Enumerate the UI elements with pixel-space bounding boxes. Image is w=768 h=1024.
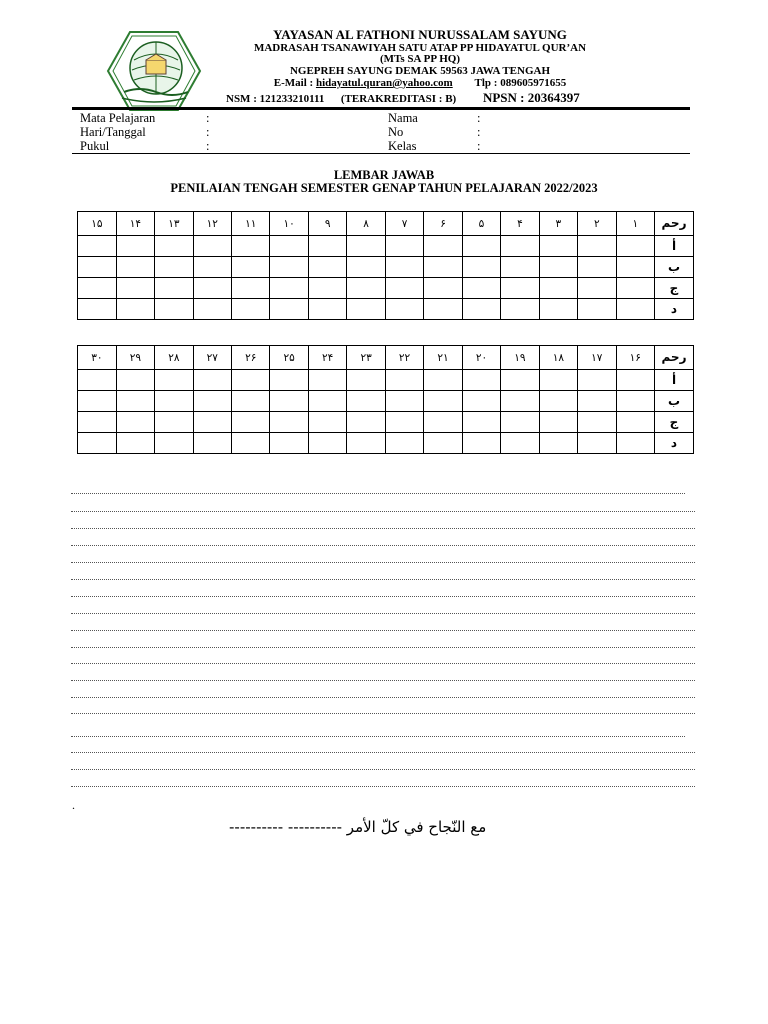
answer-cell[interactable]: [501, 257, 539, 278]
question-number: ٢: [578, 212, 616, 236]
email-link[interactable]: hidayatul.quran@yahoo.com: [315, 77, 453, 89]
answer-cell[interactable]: [193, 299, 231, 320]
answer-cell[interactable]: [232, 433, 270, 454]
option-label: أ: [655, 236, 694, 257]
answer-cell[interactable]: [424, 433, 462, 454]
motto: مع النّجاح في كلّ الأمر ---------- ----------: [229, 818, 487, 836]
trailing-dot: .: [72, 798, 75, 812]
answer-cell[interactable]: [501, 433, 539, 454]
answer-cell[interactable]: [116, 278, 154, 299]
question-number: ١۵: [78, 212, 117, 236]
accreditation-status: (TERAKREDITASI : B): [340, 93, 457, 105]
answer-cell[interactable]: [578, 433, 616, 454]
answer-cell[interactable]: [616, 370, 654, 391]
phone-number: Tlp : 089605971655: [474, 77, 567, 89]
exam-title: PENILAIAN TENGAH SEMESTER GENAP TAHUN PELAJARAN 2022/2023: [170, 181, 598, 195]
answer-cell[interactable]: [385, 278, 423, 299]
answer-cell[interactable]: [270, 278, 308, 299]
day-date-label: Hari/Tanggal: [80, 125, 146, 139]
nsm-number: NSM : 121233210111: [226, 93, 325, 105]
option-label: ب: [655, 257, 694, 278]
answer-grid-1-15: [77, 211, 694, 320]
answer-cell[interactable]: [578, 299, 616, 320]
dotted-line: [71, 647, 695, 648]
option-label: د: [655, 433, 694, 454]
foundation-name: YAYASAN AL FATHONI NURUSSALAM SAYUNG: [273, 27, 567, 42]
question-number: ۶: [424, 212, 462, 236]
answer-cell[interactable]: [116, 370, 154, 391]
time-colon: :: [206, 139, 210, 153]
answer-cell[interactable]: [270, 299, 308, 320]
answer-cell[interactable]: [539, 370, 577, 391]
answer-cell[interactable]: [347, 412, 385, 433]
answer-cell[interactable]: [462, 299, 500, 320]
answer-cell[interactable]: [616, 257, 654, 278]
dotted-line: [71, 680, 695, 681]
answer-cell[interactable]: [501, 299, 539, 320]
answer-cell[interactable]: [155, 370, 193, 391]
answer-cell[interactable]: [155, 236, 193, 257]
question-number: ٢٠: [462, 346, 500, 370]
answer-cell[interactable]: [539, 257, 577, 278]
school-abbreviation: (MTs SA PP HQ): [380, 53, 460, 65]
dotted-line: [71, 511, 695, 512]
question-number: ٢١: [424, 346, 462, 370]
question-number: ١۶: [616, 346, 654, 370]
class-colon: :: [477, 139, 481, 153]
answer-cell[interactable]: [539, 433, 577, 454]
answer-cell[interactable]: [78, 257, 117, 278]
answer-cell[interactable]: [462, 433, 500, 454]
question-number: ١٨: [539, 346, 577, 370]
school-address: NGEPREH SAYUNG DEMAK 59563 JAWA TENGAH: [289, 65, 551, 77]
question-number: ١١: [232, 212, 270, 236]
answer-cell[interactable]: [308, 370, 346, 391]
question-number: ٢۵: [270, 346, 308, 370]
name-label: Nama: [388, 111, 418, 125]
question-number: ٢٨: [155, 346, 193, 370]
question-number: ١٧: [578, 346, 616, 370]
answer-cell[interactable]: [308, 412, 346, 433]
answer-cell[interactable]: [347, 278, 385, 299]
answer-cell[interactable]: [116, 257, 154, 278]
dotted-line: [71, 528, 695, 529]
npsn-number: NPSN : 20364397: [482, 90, 580, 105]
answer-cell[interactable]: [232, 370, 270, 391]
number-colon: :: [477, 125, 481, 139]
answer-cell[interactable]: [232, 412, 270, 433]
question-number: ٧: [385, 212, 423, 236]
answer-cell[interactable]: [424, 299, 462, 320]
answer-cell[interactable]: [424, 412, 462, 433]
question-number: ٢٣: [347, 346, 385, 370]
answer-cell[interactable]: [270, 257, 308, 278]
answer-cell[interactable]: [116, 433, 154, 454]
answer-cell[interactable]: [78, 370, 117, 391]
answer-cell[interactable]: [78, 433, 117, 454]
answer-cell[interactable]: [232, 236, 270, 257]
answer-cell[interactable]: [270, 391, 308, 412]
answer-cell[interactable]: [385, 257, 423, 278]
day-date-colon: :: [206, 125, 210, 139]
answer-cell[interactable]: [270, 412, 308, 433]
answer-cell[interactable]: [193, 236, 231, 257]
subject-colon: :: [206, 111, 210, 125]
answer-cell[interactable]: [424, 278, 462, 299]
answer-cell[interactable]: [462, 412, 500, 433]
dotted-line: [71, 545, 695, 546]
dotted-line: [71, 752, 695, 753]
answer-cell[interactable]: [155, 391, 193, 412]
answer-cell[interactable]: [616, 299, 654, 320]
answer-cell[interactable]: [501, 391, 539, 412]
dotted-line: [71, 613, 695, 614]
answer-cell[interactable]: [308, 257, 346, 278]
contact-line: [210, 78, 630, 89]
question-number: ١٩: [501, 346, 539, 370]
answer-cell[interactable]: [616, 391, 654, 412]
answer-cell[interactable]: [385, 391, 423, 412]
answer-cell[interactable]: [616, 412, 654, 433]
answer-cell[interactable]: [232, 391, 270, 412]
answer-cell[interactable]: [155, 412, 193, 433]
answer-cell[interactable]: [308, 433, 346, 454]
option-label: ج: [655, 412, 694, 433]
answer-cell[interactable]: [385, 412, 423, 433]
answer-cell[interactable]: [424, 257, 462, 278]
answer-cell[interactable]: [616, 236, 654, 257]
answer-cell[interactable]: [462, 391, 500, 412]
answer-cell[interactable]: [539, 412, 577, 433]
answer-cell[interactable]: [155, 299, 193, 320]
dotted-line: [71, 596, 695, 597]
sheet-title: LEMBAR JAWAB: [333, 168, 435, 182]
answer-cell[interactable]: [539, 299, 577, 320]
answer-cell[interactable]: [193, 433, 231, 454]
question-number: ٣٠: [78, 346, 117, 370]
answer-cell[interactable]: [462, 257, 500, 278]
answer-cell[interactable]: [155, 257, 193, 278]
question-number: ۵: [462, 212, 500, 236]
answer-cell[interactable]: [193, 257, 231, 278]
answer-cell[interactable]: [193, 391, 231, 412]
email-label: E-Mail :: [273, 77, 314, 89]
answer-cell[interactable]: [193, 370, 231, 391]
answer-cell[interactable]: [78, 412, 117, 433]
school-logo: [106, 30, 202, 112]
registration-line: [226, 90, 580, 106]
school-name: MADRASAH TSANAWIYAH SATU ATAP PP HIDAYATUL QUR’AN: [253, 42, 587, 54]
dotted-line: [71, 493, 685, 494]
dotted-line: [71, 697, 695, 698]
answer-cell[interactable]: [116, 391, 154, 412]
answer-cell[interactable]: [385, 236, 423, 257]
dotted-line: [71, 769, 695, 770]
subject-label: Mata Pelajaran: [80, 111, 156, 125]
time-label: Pukul: [80, 139, 110, 153]
answer-cell[interactable]: [232, 299, 270, 320]
answer-cell[interactable]: [78, 278, 117, 299]
class-label: Kelas: [388, 139, 417, 153]
question-number: ٩: [308, 212, 346, 236]
corner-label: رحم: [655, 212, 694, 236]
answer-cell[interactable]: [116, 412, 154, 433]
question-number: ٨: [347, 212, 385, 236]
question-number: ٢٧: [193, 346, 231, 370]
answer-cell[interactable]: [501, 278, 539, 299]
answer-cell[interactable]: [385, 370, 423, 391]
answer-cell[interactable]: [347, 370, 385, 391]
answer-cell[interactable]: [347, 391, 385, 412]
answer-cell[interactable]: [539, 278, 577, 299]
answer-cell[interactable]: [78, 236, 117, 257]
answer-cell[interactable]: [385, 299, 423, 320]
answer-cell[interactable]: [78, 391, 117, 412]
answer-cell[interactable]: [308, 299, 346, 320]
question-number: ٢٢: [385, 346, 423, 370]
corner-label: رحم: [655, 346, 694, 370]
question-number: ١٢: [193, 212, 231, 236]
question-number: ٢٩: [116, 346, 154, 370]
answer-grid-16-30: [77, 345, 694, 454]
answer-cell[interactable]: [501, 370, 539, 391]
answer-cell[interactable]: [616, 433, 654, 454]
answer-cell[interactable]: [578, 412, 616, 433]
answer-cell[interactable]: [193, 412, 231, 433]
answer-cell[interactable]: [424, 236, 462, 257]
answer-cell[interactable]: [424, 391, 462, 412]
answer-cell[interactable]: [308, 278, 346, 299]
answer-cell[interactable]: [270, 370, 308, 391]
answer-cell[interactable]: [308, 236, 346, 257]
answer-cell[interactable]: [347, 257, 385, 278]
answer-cell[interactable]: [116, 299, 154, 320]
answer-cell[interactable]: [155, 278, 193, 299]
answer-cell[interactable]: [462, 236, 500, 257]
answer-cell[interactable]: [270, 236, 308, 257]
answer-cell[interactable]: [155, 433, 193, 454]
answer-cell[interactable]: [616, 278, 654, 299]
dotted-line: [71, 630, 695, 631]
question-number: ١٠: [270, 212, 308, 236]
header-divider-thick: [72, 107, 690, 110]
dotted-line: [71, 579, 695, 580]
dotted-line: [71, 713, 695, 714]
dotted-line: [71, 736, 685, 737]
answer-cell[interactable]: [308, 391, 346, 412]
answer-cell[interactable]: [539, 236, 577, 257]
answer-cell[interactable]: [193, 278, 231, 299]
answer-cell[interactable]: [347, 236, 385, 257]
answer-cell[interactable]: [385, 433, 423, 454]
answer-cell[interactable]: [578, 278, 616, 299]
answer-cell[interactable]: [578, 370, 616, 391]
answer-cell[interactable]: [462, 278, 500, 299]
answer-cell[interactable]: [270, 433, 308, 454]
answer-cell[interactable]: [232, 278, 270, 299]
option-label: ب: [655, 391, 694, 412]
answer-cell[interactable]: [578, 236, 616, 257]
answer-cell[interactable]: [116, 236, 154, 257]
answer-cell[interactable]: [462, 370, 500, 391]
answer-cell[interactable]: [347, 433, 385, 454]
answer-cell[interactable]: [539, 391, 577, 412]
answer-cell[interactable]: [501, 236, 539, 257]
number-label: No: [388, 125, 404, 139]
question-number: ٣: [539, 212, 577, 236]
answer-cell[interactable]: [424, 370, 462, 391]
question-number: ١٣: [155, 212, 193, 236]
dotted-line: [71, 562, 695, 563]
question-number: ١: [616, 212, 654, 236]
answer-cell[interactable]: [501, 412, 539, 433]
question-number: ٢۶: [232, 346, 270, 370]
question-number: ٢۴: [308, 346, 346, 370]
option-label: أ: [655, 370, 694, 391]
option-label: د: [655, 299, 694, 320]
answer-cell[interactable]: [347, 299, 385, 320]
dotted-line: [71, 663, 695, 664]
name-colon: :: [477, 111, 481, 125]
dotted-line: [71, 786, 695, 787]
answer-cell[interactable]: [232, 257, 270, 278]
question-number: ١۴: [116, 212, 154, 236]
option-label: ج: [655, 278, 694, 299]
answer-cell[interactable]: [578, 257, 616, 278]
header-divider-thin: [72, 153, 690, 154]
question-number: ۴: [501, 212, 539, 236]
answer-cell[interactable]: [578, 391, 616, 412]
answer-cell[interactable]: [78, 299, 117, 320]
